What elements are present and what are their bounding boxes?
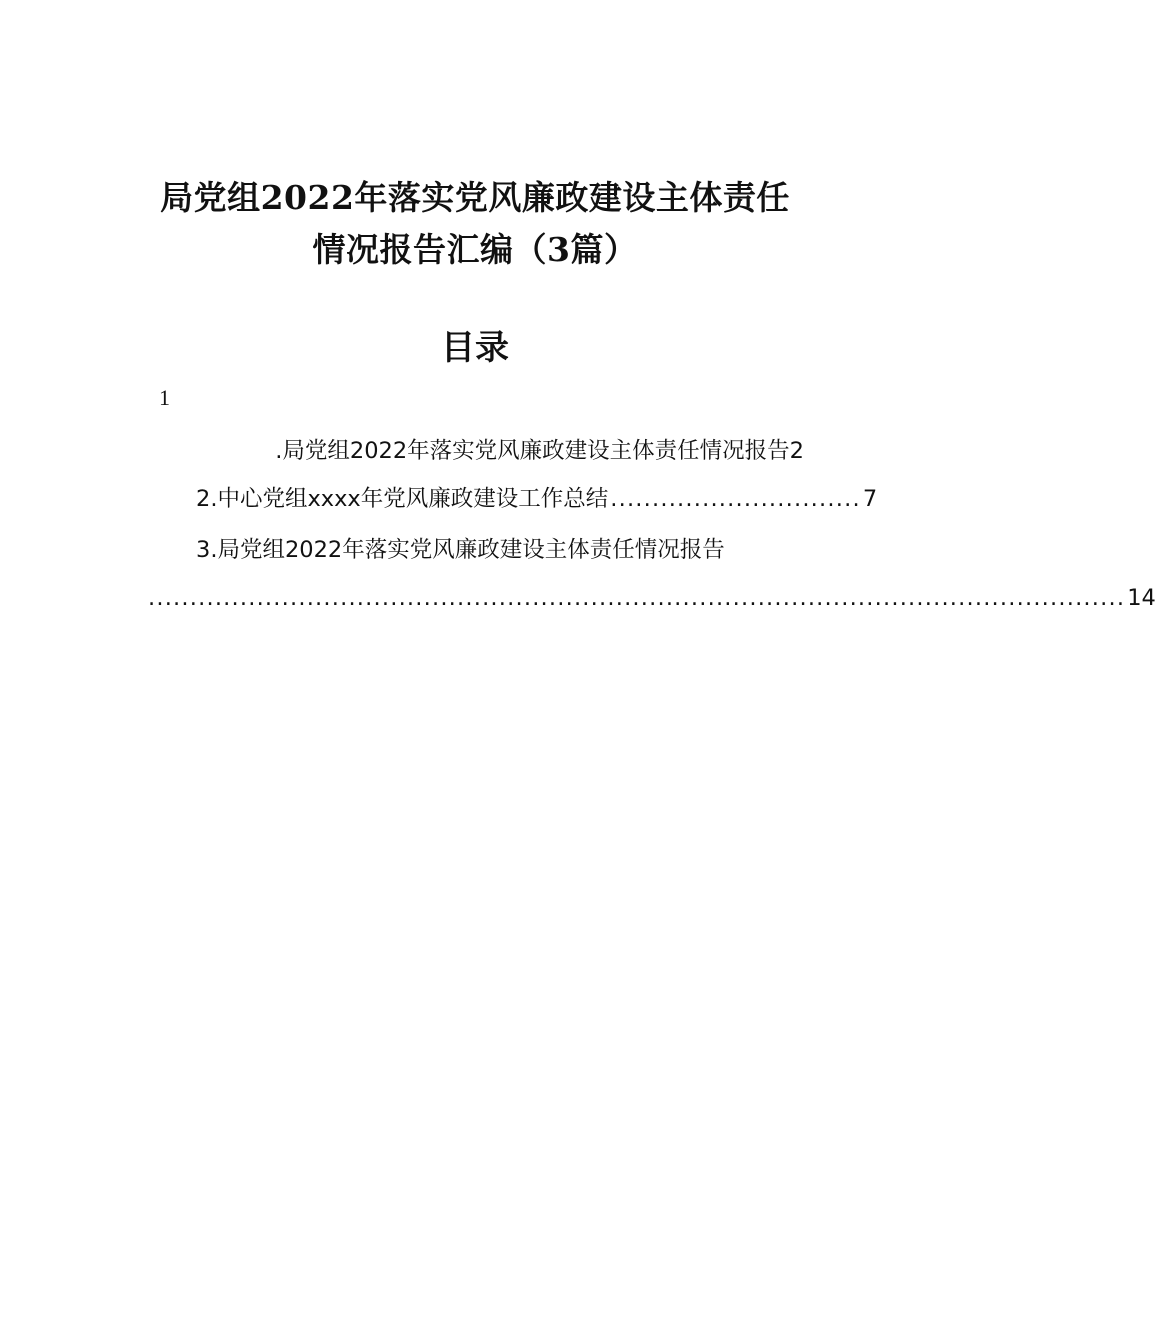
toc-entry-2[interactable] — [196, 484, 878, 514]
toc-entry-1[interactable] — [275, 436, 804, 466]
toc-entry-2-leader: .............................. — [610, 486, 861, 512]
toc-entry-1-page: 2 — [789, 438, 804, 464]
toc-entry-2-page: 7 — [862, 486, 878, 512]
toc-entry-3-continuation[interactable] — [146, 583, 1156, 613]
toc-entry-3-text: 3.局党组2022年落实党风廉政建设主体责任情况报告 — [196, 537, 725, 563]
toc-entry-1-text: .局党组2022年落实党风廉政建设主体责任情况报告 — [275, 438, 790, 464]
toc-heading: 目录 — [441, 328, 509, 368]
document-title-line-2: 情况报告汇编（3篇） — [312, 230, 638, 269]
toc-entry-3[interactable] — [196, 535, 725, 565]
toc-entry-3-leader: ..................................................................................................................... — [148, 585, 1126, 611]
toc-entry-2-text: 2.中心党组xxxx年党风廉政建设工作总结 — [196, 486, 609, 512]
document-title-line-1: 局党组2022年落实党风廉政建设主体责任 — [160, 178, 790, 217]
toc-item-number-1: 1 — [159, 385, 170, 410]
toc-entry-3-page: 14 — [1127, 585, 1156, 611]
